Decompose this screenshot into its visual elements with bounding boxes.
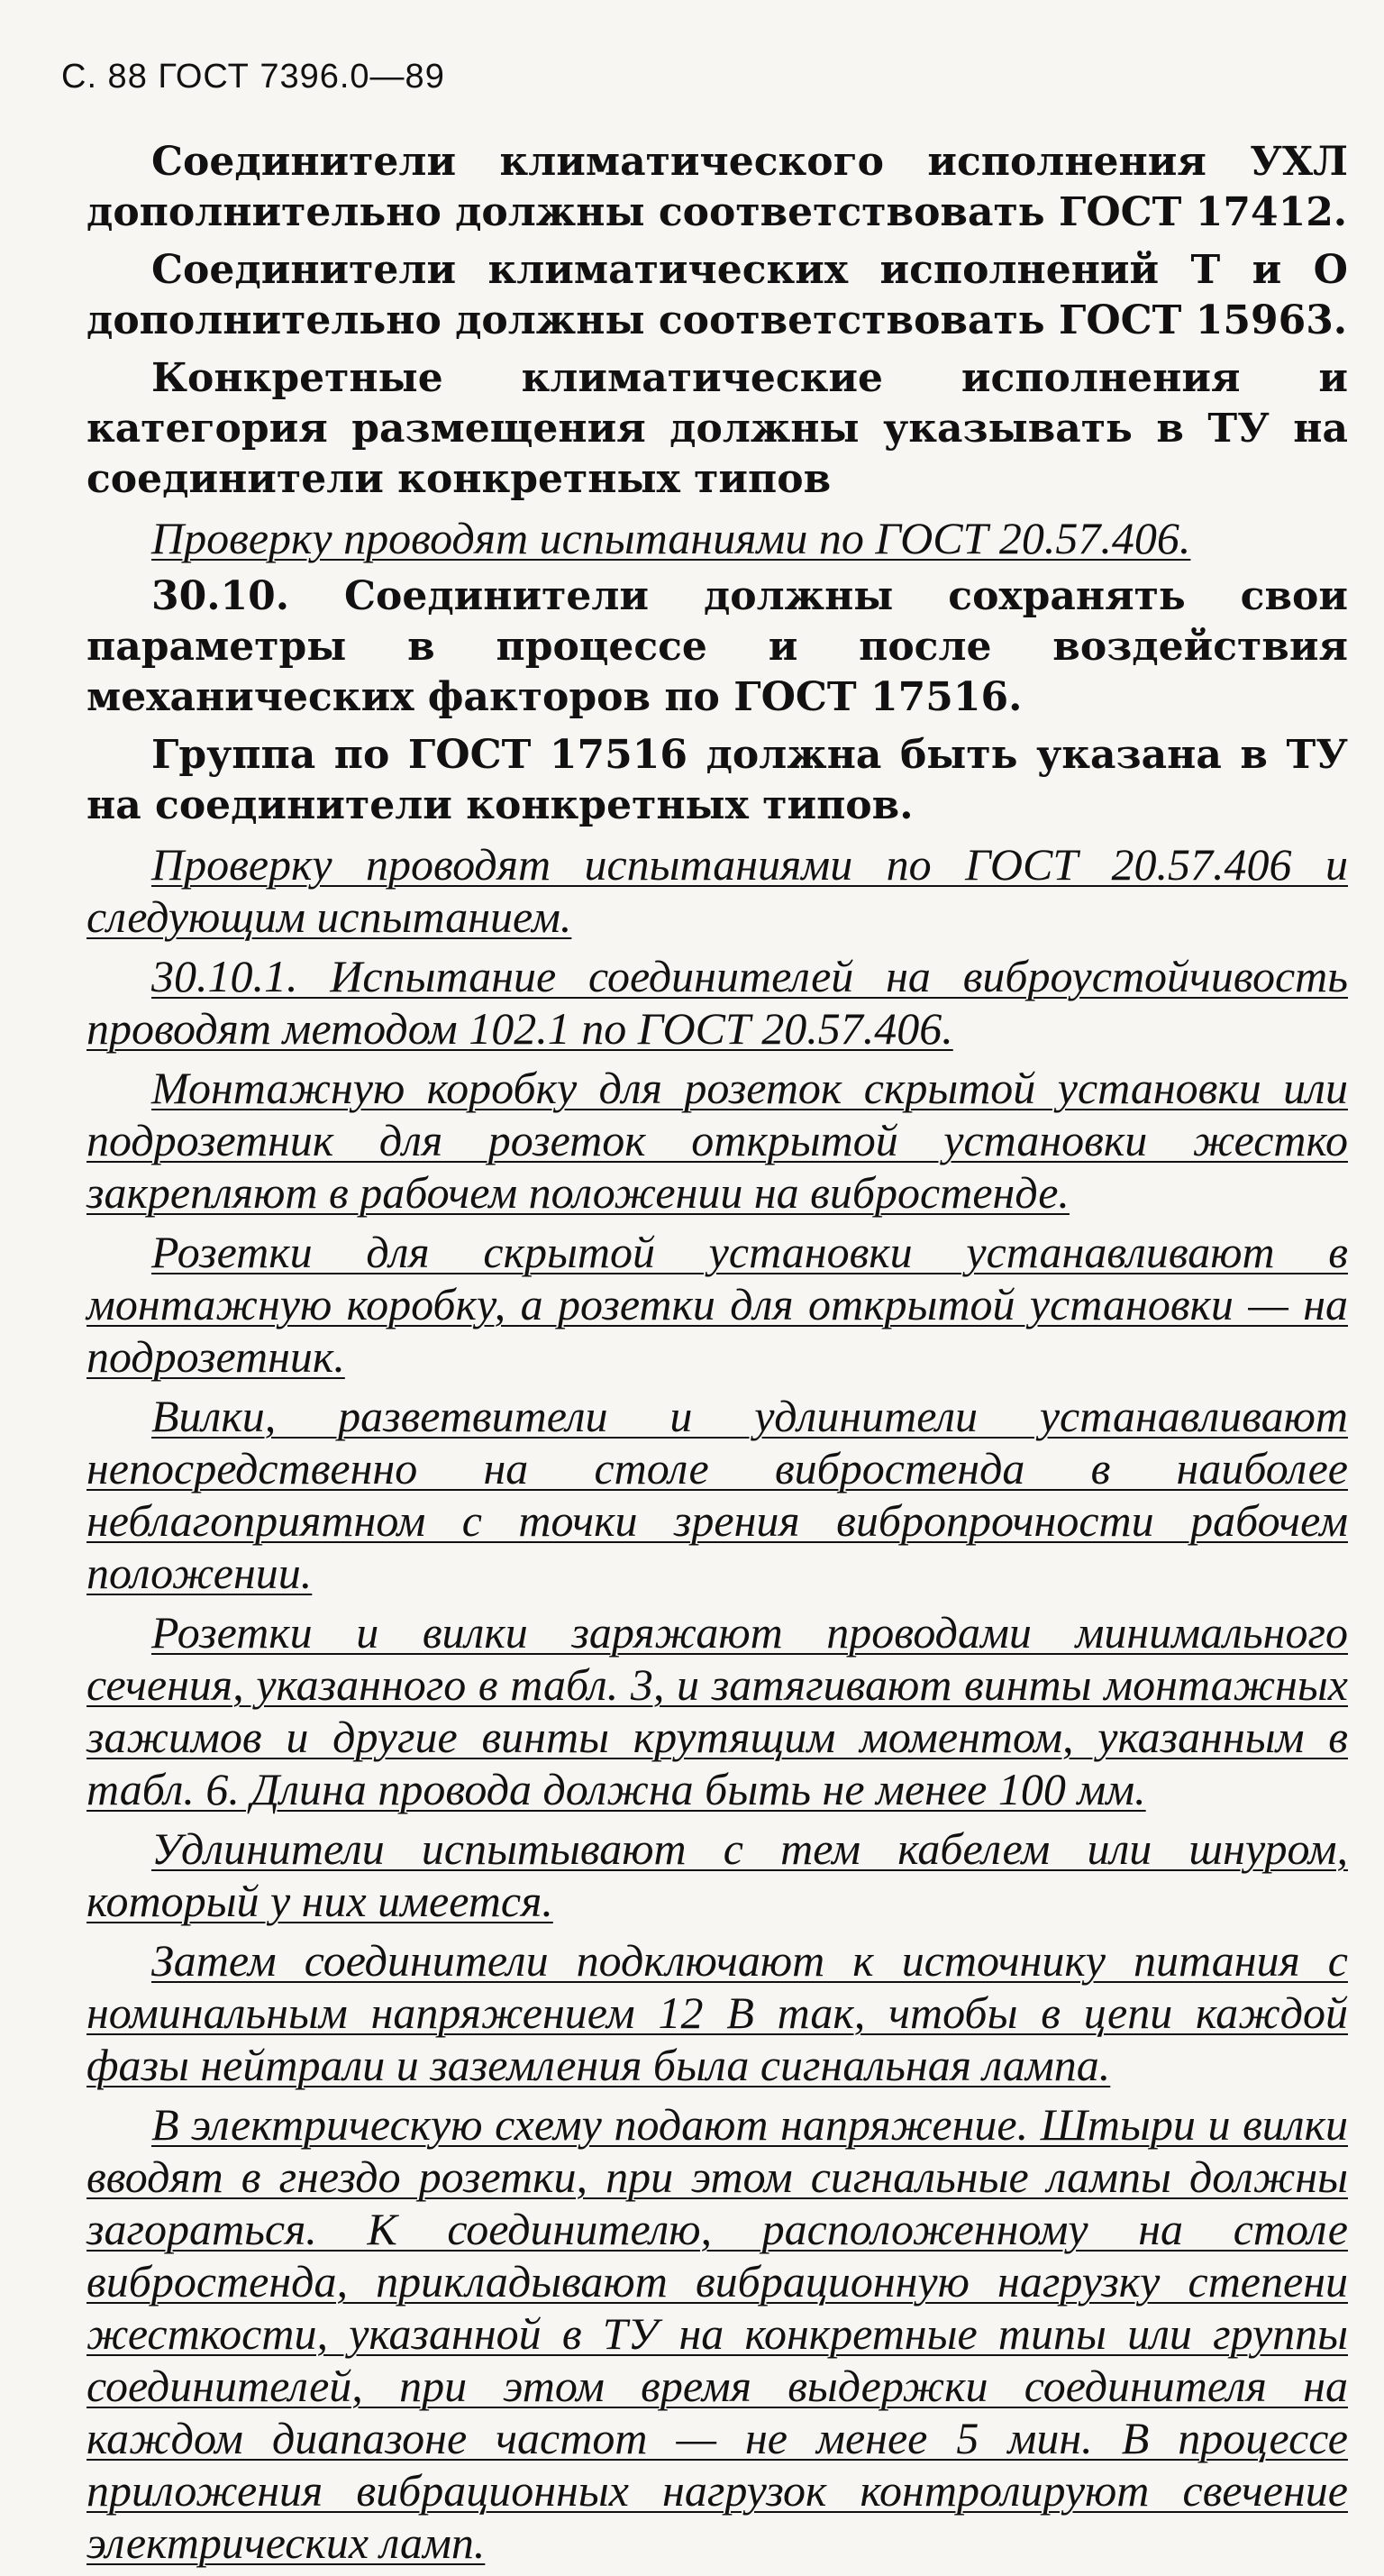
paragraph-check-1: Проверку проводят испытаниями по ГОСТ 20.57.406. — [151, 513, 1191, 563]
paragraph-t-o: Соединители климатических исполнений Т и О дополнительно должны соответствовать ГОСТ 15963. — [86, 247, 1348, 343]
paragraph-plugs: Вилки, разветвители и удлинители устанавливают непосредственно на столе вибростенда в наиболее неблагоприятном с точки зрения вибропрочности рабочем положении. — [86, 1391, 1348, 1598]
paragraph-climatic: Конкретные климатические исполнения и категория размещения должны указывать в ТУ на соединители конкретных типов — [86, 355, 1348, 502]
paragraph-uhl: Соединители климатического исполнения УХЛ дополнительно должны соответствовать ГОСТ 17412. — [86, 139, 1348, 235]
paragraph-extenders: Удлинители испытывают с тем кабелем или шнуром, который у них имеется. — [86, 1823, 1348, 1926]
paragraph-wiring: Розетки и вилки заряжают проводами минимального сечения, указанного в табл. 3, и затягивают винты монтажных зажимов и другие винты крутящим моментом, указанным в табл. 6. Длина провода должна быть не менее 100 мм. — [86, 1607, 1348, 1814]
section-30-10-1: 30.10.1. Испытание соединителей на виброустойчивость проводят методом 102.1 по ГОСТ 20.57.406. — [86, 951, 1348, 1054]
paragraph-group: Группа по ГОСТ 17516 должна быть указана в ТУ на соединители конкретных типов. — [86, 732, 1348, 828]
paragraph-sockets: Розетки для скрытой установки устанавливают в монтажную коробку, а розетки для открытой установки — на подрозетник. — [86, 1227, 1348, 1382]
paragraph-voltage: В электрическую схему подают напряжение. Штыри и вилки вводят в гнездо розетки, при этом сигнальные лампы должны загораться. К соединителю, расположенному на столе вибростенда, прикладывают вибрационную нагрузку степени жесткости, указанной в ТУ на конкретные типы или группы соединителей, при этом время выдержки соединителя на каждом диапазоне частот — не менее 5 мин. В процессе приложения вибрационных нагрузок контролируют свечение электрических ламп. — [86, 2099, 1348, 2568]
paragraph-power: Затем соединители подключают к источнику питания с номинальным напряжением 12 В так, чтобы в цепи каждой фазы нейтрали и заземления была сигнальная лампа. — [86, 1935, 1348, 2090]
paragraph-mounting-box: Монтажную коробку для розеток скрытой установки или подрозетник для розеток открытой установки жестко закрепляют в рабочем положении на вибростенде. — [86, 1063, 1348, 1218]
document-body — [86, 137, 1348, 2576]
paragraph-check-2: Проверку проводят испытаниями по ГОСТ 20.57.406 и следующим испытанием. — [86, 839, 1348, 942]
page-header: С. 88 ГОСТ 7396.0—89 — [61, 58, 445, 96]
section-30-10: 30.10. Соединители должны сохранять свои параметры в процессе и после воздействия механических факторов по ГОСТ 17516. — [86, 573, 1348, 720]
